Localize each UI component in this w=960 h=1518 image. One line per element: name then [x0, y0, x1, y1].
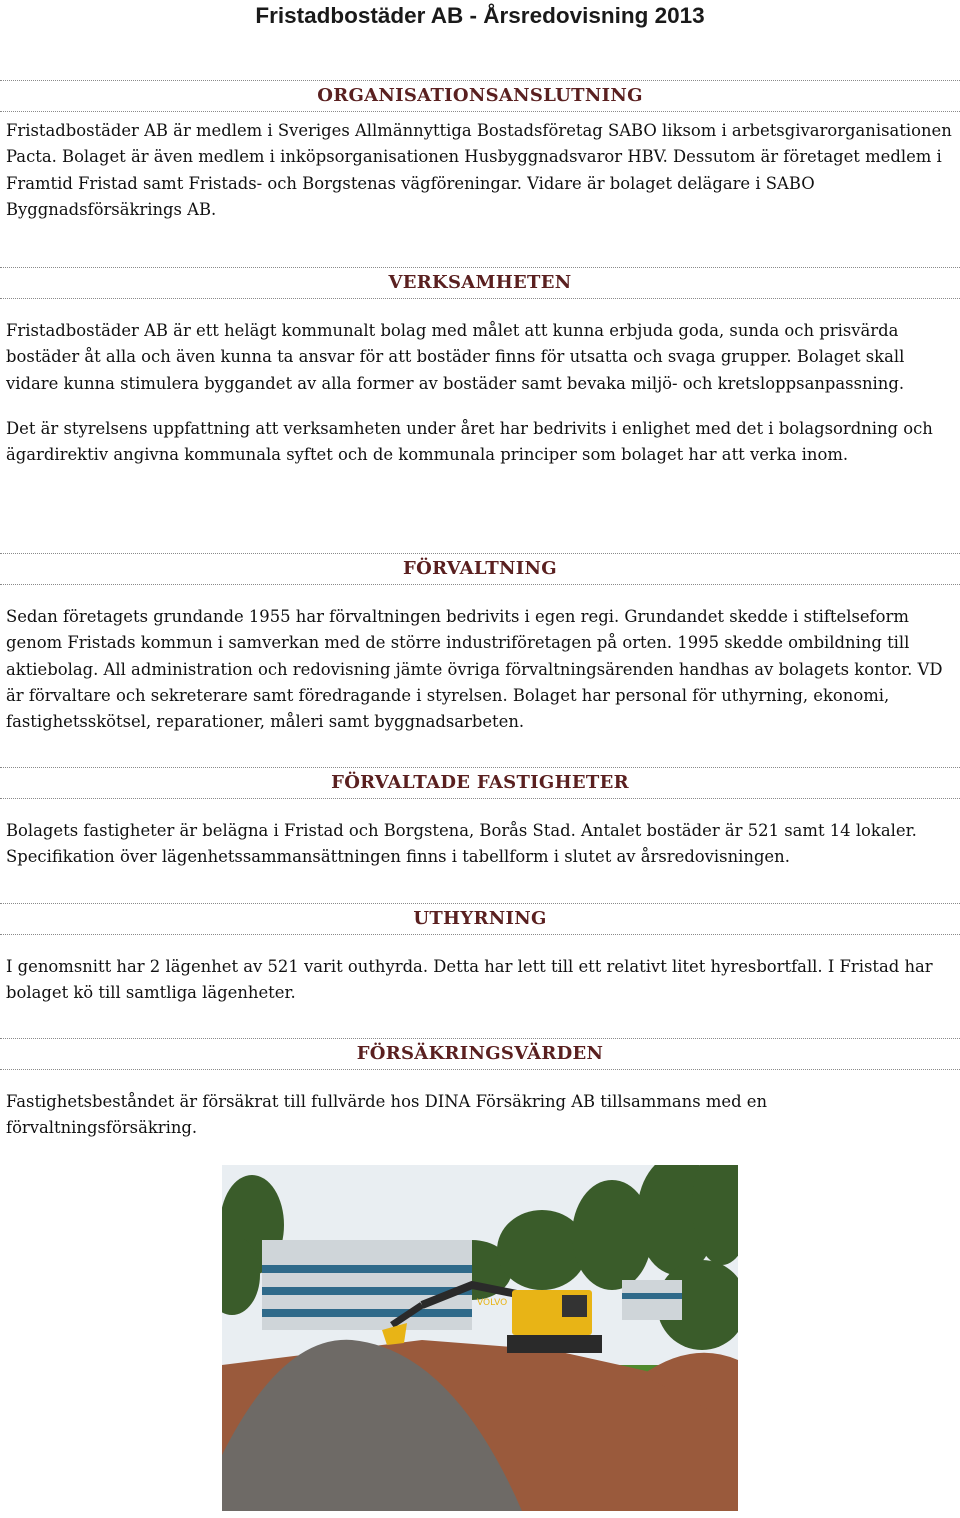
section-heading: FÖRVALTADE FASTIGHETER [331, 772, 629, 793]
section-paragraph: Sedan företagets grundande 1955 har förvaltningen bedrivits i egen regi. Grundandet skedde i stiftelseform genom Fristads kommun i samverkan med de större industriföretagen på orten. 1995 skedde ombildning till aktiebolag. All administration och redovisning jämte övriga förvaltningsärenden handhas av bolagets kontor. VD är förvaltare och sekreterare samt föredragande i styrelsen. Bolaget har personal för uthyrning, ekonomi, fastighetsskötsel, reparationer, måleri samt byggnadsarbeten. [6, 607, 943, 732]
section-heading: VERKSAMHETEN [388, 272, 572, 293]
section-forvaltade-fastigheter [0, 767, 960, 871]
construction-site-illustration [222, 1165, 738, 1511]
section-rule-bottom [0, 1069, 960, 1070]
section-paragraph: Fristadbostäder AB är medlem i Sveriges Allmännyttiga Bostadsföretag SABO liksom i arbetsgivarorganisationen Pacta. Bolaget är även medlem i inköpsorganisationen Husbyggnadsvaror HBV. Dessutom är företaget medlem i Framtid Fristad samt Fristads- och Borgstenas vägföreningar. Vidare är bolaget delägare i SABO Byggnadsförsäkrings AB. [6, 121, 952, 219]
excavator-brand-label: VOLVO [477, 1298, 508, 1308]
construction-site-photo [222, 1165, 738, 1511]
section-paragraph: Bolagets fastigheter är belägna i Fristad och Borgstena, Borås Stad. Antalet bostäder är 521 samt 14 lokaler. Specifikation över lägenhetssammansättningen finns i tabellform i slutet av årsredovisningen. [6, 821, 917, 867]
section-heading: FÖRSÄKRINGSVÄRDEN [356, 1043, 604, 1064]
document-header-title: Fristadbostäder AB - Årsredovisning 2013 [255, 3, 705, 28]
section-rule-bottom [0, 584, 960, 585]
section-paragraph: Det är styrelsens uppfattning att verksamheten under året har bedrivits i enlighet med det i bolagsordning och ägardirektiv angivna kommunala syftet och de kommunala principer som bolaget har att verka inom. [6, 418, 933, 465]
section-verksamheten [0, 267, 960, 468]
section-uthyrning [0, 903, 960, 1007]
section-forsakringsvarden [0, 1038, 960, 1142]
section-paragraph: Fristadbostäder AB är ett helägt kommunalt bolag med målet att kunna erbjuda goda, sunda och prisvärda bostäder åt alla och även kunna ta ansvar för att bostäder finns för utsatta och svaga grupper. Bolaget skall vidare kunna stimulera byggandet av alla former av bostäder samt bevaka miljö- och kretsloppsanpassning. [6, 321, 905, 393]
section-heading: UTHYRNING [413, 908, 547, 929]
section-rule-bottom [0, 111, 960, 112]
section-rule-bottom [0, 298, 960, 299]
section-heading: ORGANISATIONSANSLUTNING [317, 85, 643, 106]
section-organisationsanslutning [0, 80, 960, 223]
section-paragraph: I genomsnitt har 2 lägenhet av 521 varit outhyrda. Detta har lett till ett relativt litet hyresbortfall. I Fristad har bolaget kö till samtliga lägenheter. [6, 957, 933, 1003]
section-forvaltning [0, 553, 960, 735]
section-heading: FÖRVALTNING [403, 558, 557, 579]
section-rule-bottom [0, 798, 960, 799]
section-paragraph: Fastighetsbeståndet är försäkrat till fullvärde hos DINA Försäkring AB tillsammans med en förvaltningsförsäkring. [6, 1092, 768, 1138]
section-rule-bottom [0, 934, 960, 935]
